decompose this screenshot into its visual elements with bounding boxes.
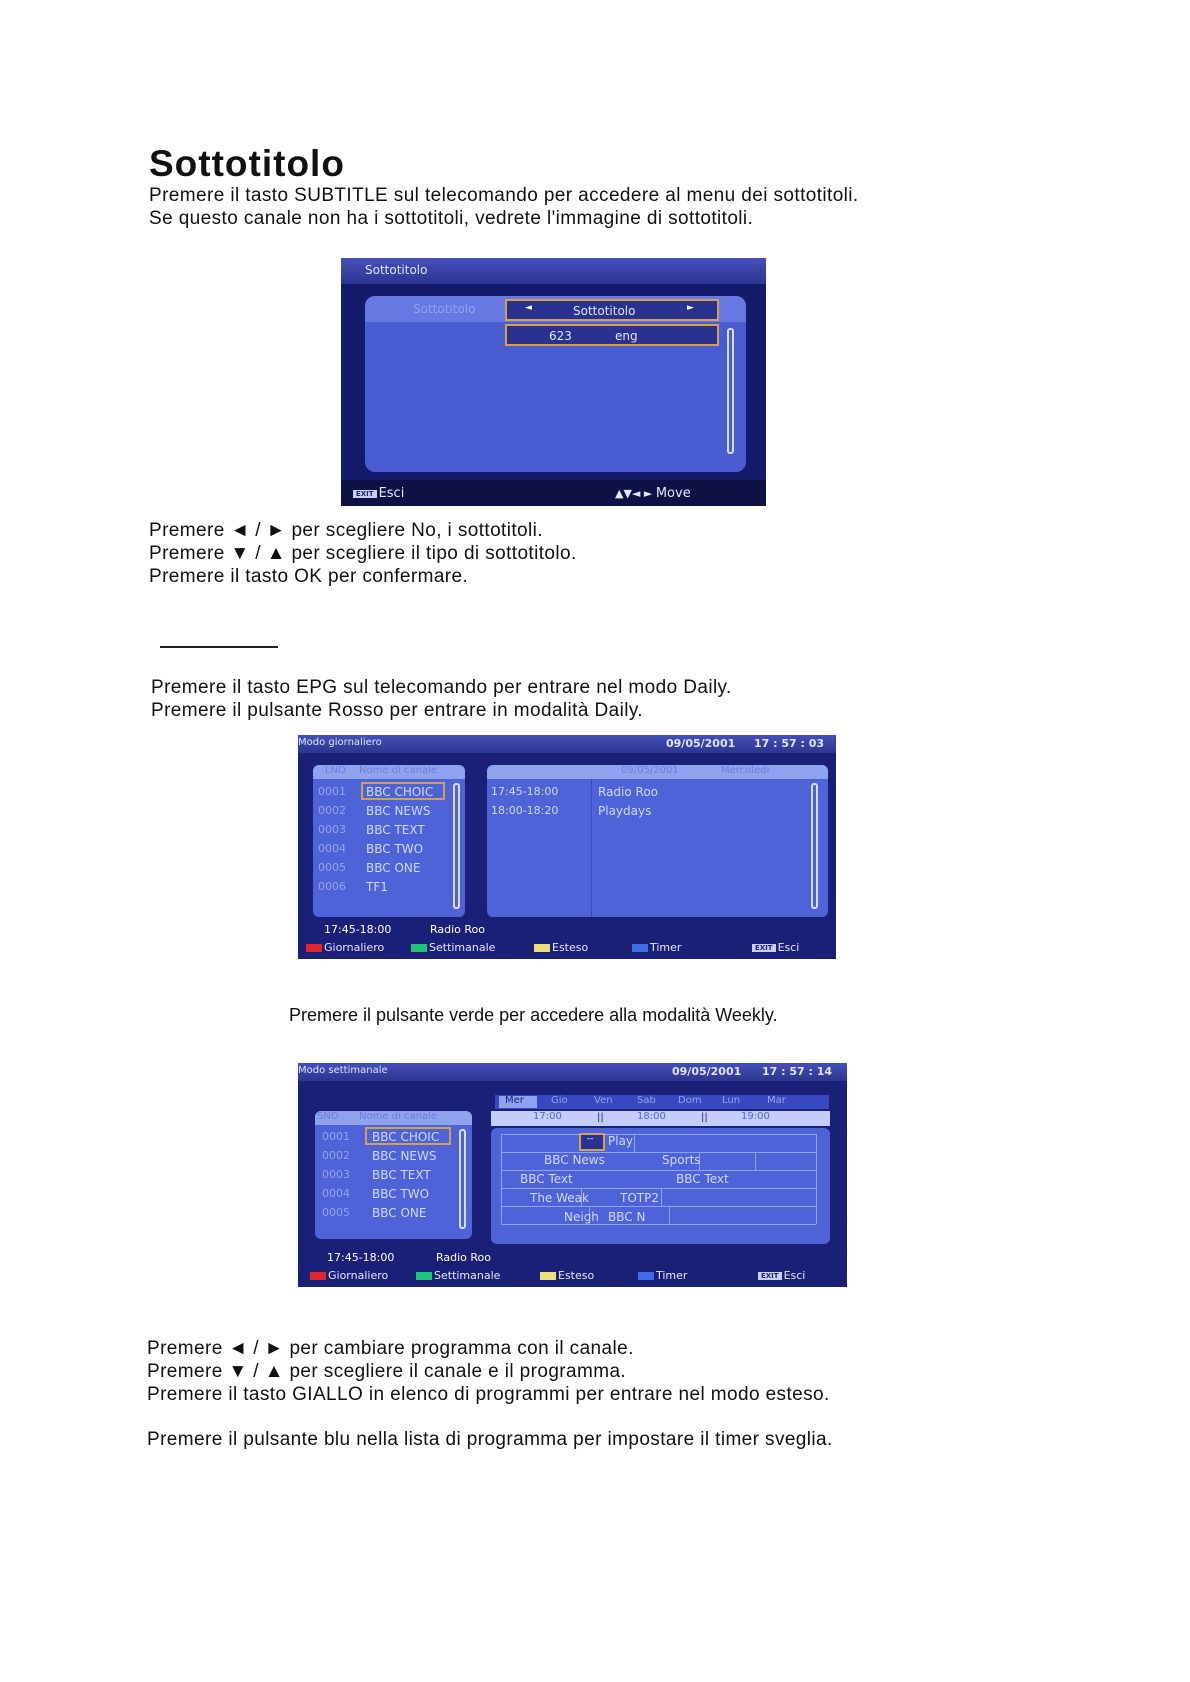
time-mark: 18:00 bbox=[637, 1111, 666, 1122]
green-button-label: Settimanale bbox=[429, 941, 496, 954]
red-key-icon bbox=[310, 1272, 326, 1280]
exit-key-icon: EXIT bbox=[758, 1272, 782, 1280]
daily-channel-scrollbar[interactable] bbox=[453, 783, 460, 909]
channel-number: 0002 bbox=[318, 804, 346, 817]
subtitle-selector-value: Sottotitolo bbox=[573, 304, 636, 318]
exit-key-icon: EXIT bbox=[353, 490, 377, 498]
tab-day[interactable]: Mer bbox=[505, 1095, 524, 1106]
yellow-button-label: Esteso bbox=[552, 941, 589, 954]
channel-name[interactable]: BBC NEWS bbox=[366, 804, 431, 818]
subtitle-menu-titlebar bbox=[341, 258, 766, 284]
program-time: 17:45-18:00 bbox=[491, 785, 559, 798]
weekly-caption: Premere il pulsante verde per accedere alla modalità Weekly. bbox=[289, 1005, 778, 1025]
daily-now-time: 17:45-18:00 bbox=[324, 923, 392, 936]
arrow-keys-icon: ▲▼◄ ► bbox=[615, 487, 653, 500]
daily-exit-button[interactable] bbox=[752, 941, 799, 954]
final-instruction-2: Premere ▼ / ▲ per scegliere il canale e il programma. bbox=[147, 1361, 627, 1382]
daily-red-button[interactable] bbox=[306, 941, 384, 954]
subtitle-track-option[interactable] bbox=[505, 324, 719, 346]
daily-epg-screenshot bbox=[298, 735, 836, 959]
epg-instruction-2: Premere il pulsante Rosso per entrare in modalità Daily. bbox=[151, 700, 643, 721]
program-title[interactable]: Playdays bbox=[598, 804, 652, 818]
page-title: Sottotitolo bbox=[149, 143, 345, 184]
subtitle-footer-move bbox=[615, 486, 691, 501]
weekly-program-grid bbox=[491, 1128, 830, 1244]
weekly-exit-button[interactable] bbox=[758, 1269, 805, 1282]
daily-blue-button[interactable] bbox=[632, 941, 681, 954]
subtitle-row-label: Sottotitolo bbox=[413, 302, 476, 316]
blue-key-icon bbox=[632, 944, 648, 952]
red-key-icon bbox=[306, 944, 322, 952]
channel-number: 0004 bbox=[318, 842, 346, 855]
intro-line-1: Premere il tasto SUBTITLE sul telecomando per accedere al menu dei sottotitoli. bbox=[149, 185, 859, 206]
weekly-yellow-button[interactable] bbox=[540, 1269, 594, 1282]
subtitle-menu-panel bbox=[365, 296, 746, 472]
channel-name[interactable]: BBC TEXT bbox=[372, 1168, 431, 1182]
daily-list-header-no: LNO bbox=[325, 765, 346, 776]
program-time: 18:00-18:20 bbox=[491, 804, 559, 817]
intro-line-2: Se questo canale non ha i sottotitoli, vedrete l'immagine di sottotitoli. bbox=[149, 208, 754, 229]
weekly-titlebar bbox=[298, 1063, 847, 1081]
program-title[interactable]: Radio Roo bbox=[598, 785, 659, 799]
weekly-now-time: 17:45-18:00 bbox=[327, 1251, 395, 1264]
channel-number: 0003 bbox=[318, 823, 346, 836]
blue-key-icon bbox=[638, 1272, 654, 1280]
program-cell[interactable]: -- bbox=[587, 1134, 594, 1144]
daily-yellow-button[interactable] bbox=[534, 941, 588, 954]
blue-button-label: Timer bbox=[650, 941, 682, 954]
program-cell[interactable]: Play bbox=[608, 1134, 634, 1148]
program-cell[interactable]: BBC N bbox=[608, 1210, 646, 1224]
daily-date: 09/05/2001 bbox=[666, 737, 736, 750]
program-cell[interactable]: BBC Text bbox=[676, 1172, 729, 1186]
tab-day[interactable]: Lun bbox=[722, 1095, 741, 1106]
channel-number: 0005 bbox=[318, 861, 346, 874]
channel-number: 0001 bbox=[318, 785, 346, 798]
tab-day[interactable]: Sab bbox=[637, 1095, 656, 1106]
time-mark: 17:00 bbox=[533, 1111, 562, 1122]
weekly-channel-scrollbar[interactable] bbox=[459, 1129, 466, 1229]
weekly-red-button[interactable] bbox=[310, 1269, 388, 1282]
yellow-key-icon bbox=[540, 1272, 556, 1280]
chevron-left-icon[interactable]: ◄ bbox=[525, 303, 532, 313]
subtitle-scrollbar[interactable] bbox=[727, 328, 734, 454]
channel-number: 0003 bbox=[322, 1168, 350, 1181]
time-separator: || bbox=[597, 1112, 604, 1123]
time-separator: || bbox=[701, 1112, 708, 1123]
weekly-blue-button[interactable] bbox=[638, 1269, 687, 1282]
tab-day[interactable]: Ven bbox=[594, 1095, 613, 1106]
yellow-button-label: Esteso bbox=[558, 1269, 595, 1282]
exit-label: Esci bbox=[777, 941, 800, 954]
weekly-green-button[interactable] bbox=[416, 1269, 500, 1282]
daily-titlebar bbox=[298, 735, 836, 753]
weekly-clock: 17 : 57 : 14 bbox=[762, 1065, 833, 1078]
channel-number: 0002 bbox=[322, 1149, 350, 1162]
program-cell[interactable]: Neigh bbox=[564, 1210, 599, 1224]
subtitle-menu-screenshot bbox=[341, 258, 766, 506]
track-pid: 623 bbox=[549, 329, 572, 343]
chevron-right-icon[interactable]: ► bbox=[687, 303, 694, 313]
channel-number: 0004 bbox=[322, 1187, 350, 1200]
subtitle-instruction-2: Premere ▼ / ▲ per scegliere il tipo di sottotitolo. bbox=[149, 543, 577, 564]
channel-name[interactable]: BBC ONE bbox=[372, 1206, 427, 1220]
program-cell[interactable]: TOTP2 bbox=[620, 1191, 659, 1205]
channel-name[interactable]: TF1 bbox=[366, 880, 388, 894]
section-divider bbox=[160, 646, 278, 648]
program-cell[interactable]: BBC Text bbox=[520, 1172, 573, 1186]
time-mark: 19:00 bbox=[741, 1111, 770, 1122]
weekly-list-header-no: SNO bbox=[317, 1111, 339, 1122]
green-button-label: Settimanale bbox=[434, 1269, 501, 1282]
daily-program-date: 09/05/2001 bbox=[621, 765, 679, 776]
green-key-icon bbox=[411, 944, 427, 952]
timer-instruction: Premere il pulsante blu nella lista di programma per impostare il timer sveglia. bbox=[147, 1429, 833, 1450]
daily-clock: 17 : 57 : 03 bbox=[754, 737, 825, 750]
exit-label: Esci bbox=[783, 1269, 806, 1282]
move-label: Move bbox=[655, 486, 691, 501]
channel-number: 0005 bbox=[322, 1206, 350, 1219]
red-button-label: Giornaliero bbox=[328, 1269, 389, 1282]
program-cell[interactable]: The Weak bbox=[530, 1191, 589, 1205]
daily-list-header-name: Nome di canale bbox=[359, 765, 437, 776]
exit-label: Esci bbox=[378, 486, 405, 501]
channel-name[interactable]: BBC NEWS bbox=[372, 1149, 437, 1163]
program-cell[interactable]: BBC News bbox=[544, 1153, 605, 1167]
daily-program-day: Mercoledi bbox=[721, 765, 770, 776]
subtitle-instruction-1: Premere ◄ / ► per scegliere No, i sottotitoli. bbox=[149, 520, 543, 541]
exit-key-icon: EXIT bbox=[752, 944, 776, 952]
final-instruction-1: Premere ◄ / ► per cambiare programma con il canale. bbox=[147, 1338, 634, 1359]
daily-title: Modo giornaliero bbox=[298, 737, 382, 748]
weekly-now-title: Radio Roo bbox=[436, 1251, 492, 1264]
channel-name[interactable]: BBC TEXT bbox=[366, 823, 425, 837]
channel-name[interactable]: BBC CHOIC bbox=[366, 785, 434, 799]
epg-instruction-1: Premere il tasto EPG sul telecomando per entrare nel modo Daily. bbox=[151, 677, 732, 698]
channel-name[interactable]: BBC TWO bbox=[372, 1187, 430, 1201]
program-cell[interactable]: Sports bbox=[662, 1153, 701, 1167]
blue-button-label: Timer bbox=[656, 1269, 688, 1282]
tab-day[interactable]: Gio bbox=[551, 1095, 568, 1106]
subtitle-footer-exit bbox=[353, 486, 404, 501]
track-language: eng bbox=[615, 329, 638, 343]
tab-day[interactable]: Dom bbox=[678, 1095, 702, 1106]
channel-name[interactable]: BBC CHOIC bbox=[372, 1130, 440, 1144]
weekly-title: Modo settimanale bbox=[298, 1065, 388, 1076]
weekly-date: 09/05/2001 bbox=[672, 1065, 742, 1078]
daily-green-button[interactable] bbox=[411, 941, 495, 954]
channel-number: 0006 bbox=[318, 880, 346, 893]
weekly-day-tabs bbox=[495, 1095, 829, 1109]
tab-day[interactable]: Mar bbox=[767, 1095, 786, 1106]
daily-program-scrollbar[interactable] bbox=[811, 783, 818, 909]
green-key-icon bbox=[416, 1272, 432, 1280]
weekly-time-scale bbox=[491, 1111, 830, 1126]
subtitle-selector[interactable] bbox=[505, 299, 719, 321]
final-instruction-3: Premere il tasto GIALLO in elenco di programmi per entrare nel modo esteso. bbox=[147, 1384, 830, 1405]
red-button-label: Giornaliero bbox=[324, 941, 385, 954]
channel-name[interactable]: BBC TWO bbox=[366, 842, 424, 856]
weekly-list-header-name: Nome di canale bbox=[359, 1111, 437, 1122]
weekly-epg-screenshot bbox=[298, 1063, 847, 1287]
subtitle-instruction-3: Premere il tasto OK per confermare. bbox=[149, 566, 469, 587]
channel-number: 0001 bbox=[322, 1130, 350, 1143]
daily-now-title: Radio Roo bbox=[430, 923, 486, 936]
subtitle-menu-title: Sottotitolo bbox=[365, 263, 428, 277]
channel-name[interactable]: BBC ONE bbox=[366, 861, 421, 875]
yellow-key-icon bbox=[534, 944, 550, 952]
